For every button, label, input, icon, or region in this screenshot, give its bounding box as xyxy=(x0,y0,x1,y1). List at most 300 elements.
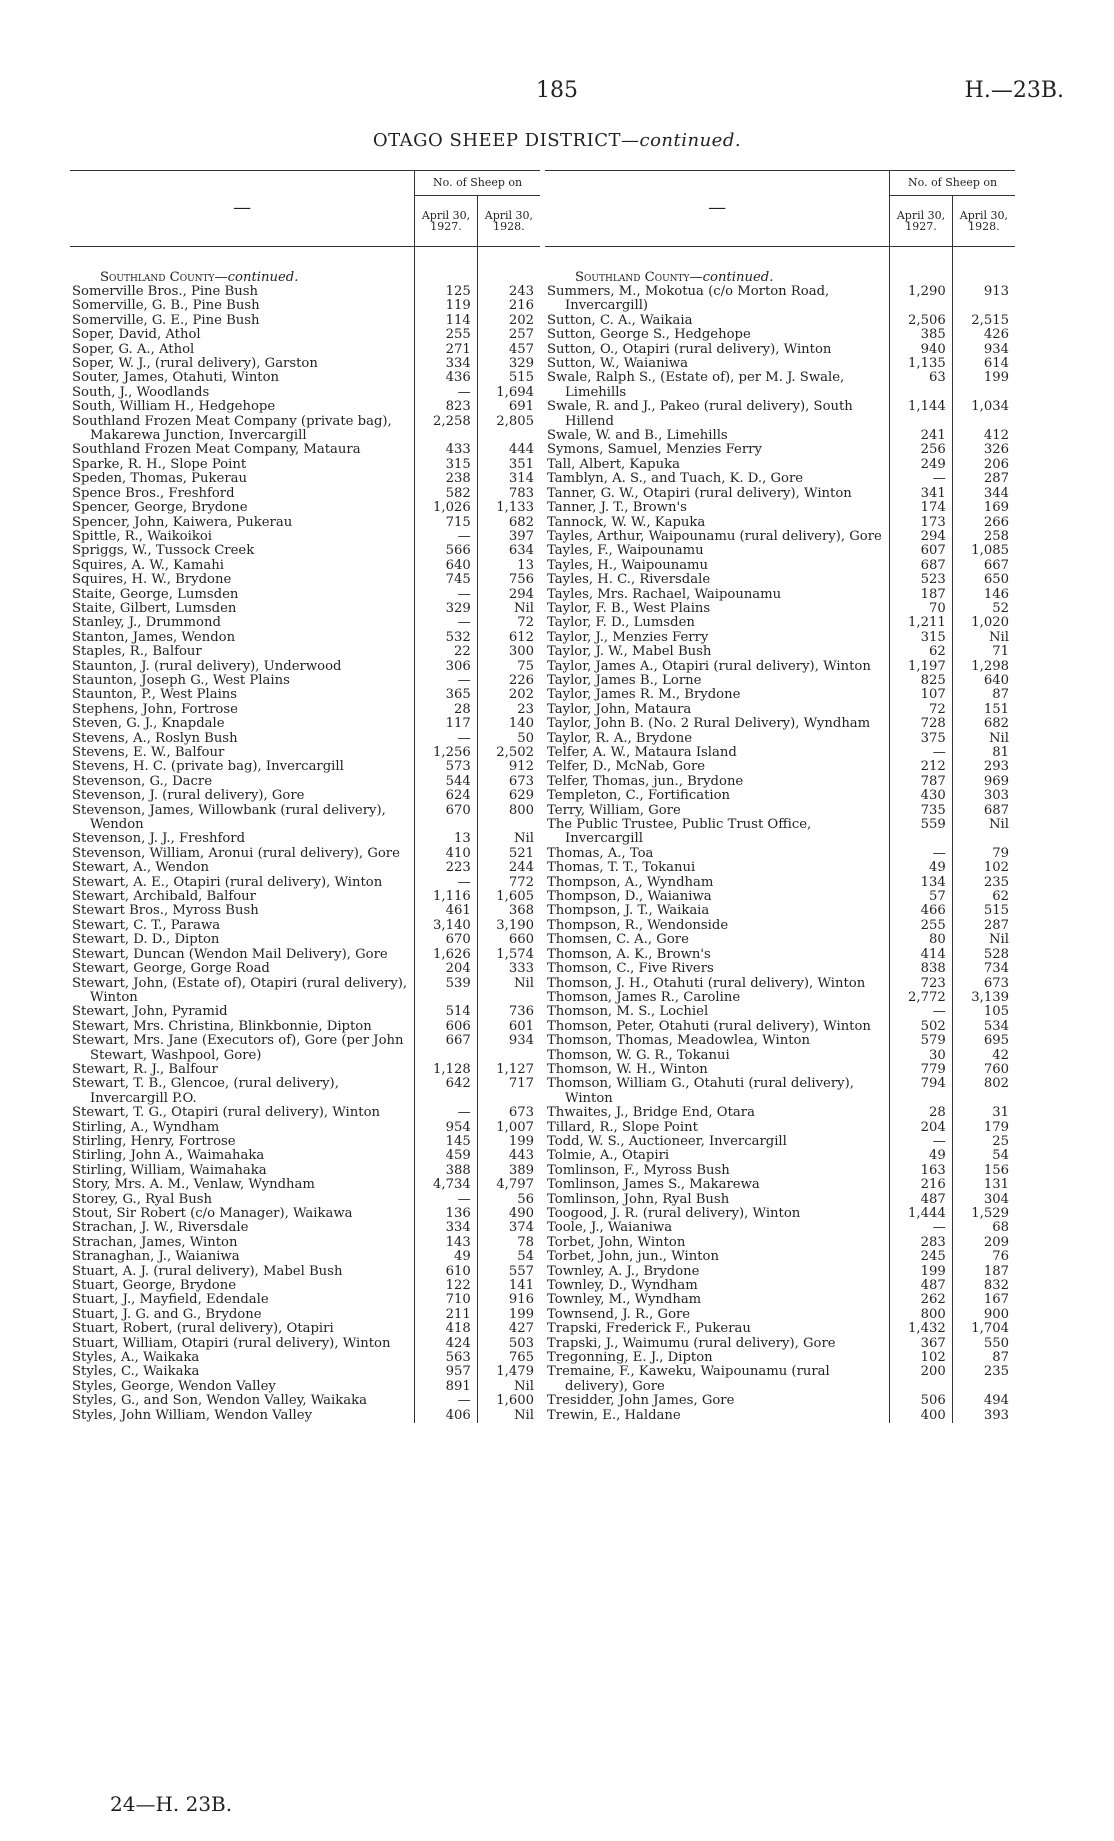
owner-name: Stewart, A. E., Otapiri (rural delivery), Winton xyxy=(72,874,383,890)
sheep-1928-cell: 1,600 xyxy=(477,1394,540,1408)
sheep-1928-cell: 1,574 xyxy=(477,948,540,962)
owner-name: Stewart, T. B., Glencoe, (rural delivery), Invercargill P.O. xyxy=(72,1076,339,1106)
table-row xyxy=(545,688,1015,702)
owner-name-cell xyxy=(70,847,415,861)
sheep-count-header: No. of Sheep on xyxy=(415,171,540,196)
owner-name-cell xyxy=(70,876,415,890)
table-row xyxy=(70,688,540,702)
sheep-1928-cell: 76 xyxy=(952,1250,1015,1264)
sheep-1928-cell: 344 xyxy=(952,487,1015,501)
owner-name-cell xyxy=(545,616,890,630)
owner-name-cell xyxy=(545,948,890,962)
owner-name: Swale, R. and J., Pakeo (rural delivery), South Hillend xyxy=(547,399,853,429)
owner-name: Telfer, D., McNab, Gore xyxy=(547,759,706,775)
table-row xyxy=(70,948,540,962)
owner-name: Tanner, G. W., Otapiri (rural delivery), Winton xyxy=(547,485,852,501)
owner-name: Staunton, J. (rural delivery), Underwood xyxy=(72,658,342,674)
owner-name: Staite, Gilbert, Lumsden xyxy=(72,600,237,616)
table-row xyxy=(545,1337,1015,1351)
sheep-1927-cell: 107 xyxy=(890,688,953,702)
sheep-1928-cell: Nil xyxy=(952,732,1015,746)
sheep-1927-cell: 283 xyxy=(890,1236,953,1250)
owner-name: Trewin, E., Haldane xyxy=(547,1407,681,1423)
section-continued: continued. xyxy=(702,269,774,285)
owner-name: Thomson, William G., Otahuti (rural delivery), Winton xyxy=(547,1076,854,1106)
owner-name: Tolmie, A., Otapiri xyxy=(547,1148,670,1164)
owner-name-cell xyxy=(70,775,415,789)
owner-name-cell xyxy=(545,588,890,602)
table-row xyxy=(545,1121,1015,1135)
table-row xyxy=(70,1020,540,1034)
sheep-1928-cell: 368 xyxy=(477,904,540,918)
owner-name-cell xyxy=(70,948,415,962)
owner-name-cell xyxy=(545,933,890,947)
sheep-1928-cell: 515 xyxy=(477,371,540,385)
sheep-1927-cell: 119 xyxy=(415,299,478,313)
sheep-1928-cell: 42 xyxy=(952,1049,1015,1063)
owner-name: Thomson, W. G. R., Tokanui xyxy=(547,1047,730,1063)
sheep-1928-cell: 528 xyxy=(952,948,1015,962)
sheep-1928-cell: 151 xyxy=(952,703,1015,717)
owner-name-cell xyxy=(70,516,415,530)
table-row xyxy=(70,904,540,918)
owner-name-cell xyxy=(545,1164,890,1178)
sheep-1927-cell: — xyxy=(415,732,478,746)
table-row xyxy=(70,487,540,501)
table-row xyxy=(70,1106,540,1120)
sheep-1927-cell: 825 xyxy=(890,674,953,688)
table-row xyxy=(545,746,1015,760)
owner-name-cell xyxy=(70,1034,415,1063)
sheep-1927-cell: 143 xyxy=(415,1236,478,1250)
table-row xyxy=(70,1193,540,1207)
sheep-1927-cell: — xyxy=(890,1005,953,1019)
sheep-1927-cell: 406 xyxy=(415,1409,478,1423)
table-row xyxy=(545,357,1015,371)
sheep-1927-cell: 204 xyxy=(415,962,478,976)
table-row xyxy=(70,1279,540,1293)
owner-name: Stranaghan, J., Waianiwa xyxy=(72,1249,240,1265)
owner-name: Thomson, Thomas, Meadowlea, Winton xyxy=(547,1033,810,1049)
owner-name-cell xyxy=(70,760,415,774)
table-row xyxy=(70,1077,540,1106)
sheep-1928-cell: 258 xyxy=(952,530,1015,544)
sheep-1927-cell: 49 xyxy=(890,1149,953,1163)
table-row xyxy=(70,1380,540,1394)
sheep-1928-cell: 673 xyxy=(477,775,540,789)
sheep-1927-cell: 49 xyxy=(415,1250,478,1264)
owner-name: Taylor, J. W., Mabel Bush xyxy=(547,644,712,660)
sheep-1928-cell: 503 xyxy=(477,1337,540,1351)
sheep-1928-cell: 695 xyxy=(952,1034,1015,1048)
sheep-1927-cell: 262 xyxy=(890,1293,953,1307)
owner-name: Stevens, H. C. (private bag), Invercargill xyxy=(72,759,344,775)
sheep-1927-cell: 3,140 xyxy=(415,919,478,933)
sheep-1927-cell: 514 xyxy=(415,1005,478,1019)
sheep-1928-cell: 934 xyxy=(477,1034,540,1063)
owner-name-cell xyxy=(545,573,890,587)
owner-name: Styles, A., Waikaka xyxy=(72,1350,200,1366)
sheep-1927-cell: 329 xyxy=(415,602,478,616)
sheep-1928-cell: 266 xyxy=(952,516,1015,530)
table-row xyxy=(545,1351,1015,1365)
owner-name: Tillard, R., Slope Point xyxy=(547,1119,698,1135)
table-row xyxy=(70,343,540,357)
sheep-1928-cell: 682 xyxy=(477,516,540,530)
owner-name-cell xyxy=(545,1322,890,1336)
sheep-1927-cell: 173 xyxy=(890,516,953,530)
table-row xyxy=(70,717,540,731)
table-row xyxy=(545,1178,1015,1192)
table-row xyxy=(545,1005,1015,1019)
table-row xyxy=(70,674,540,688)
sheep-1928-cell: 52 xyxy=(952,602,1015,616)
owner-name-cell xyxy=(545,472,890,486)
owner-name-cell xyxy=(70,1135,415,1149)
table-row xyxy=(70,1063,540,1077)
sheep-1927-cell: 466 xyxy=(890,904,953,918)
sheep-1927-cell: 80 xyxy=(890,933,953,947)
section-label: Southland County— xyxy=(575,269,703,285)
table-row xyxy=(70,703,540,717)
sheep-1928-cell: 131 xyxy=(952,1178,1015,1192)
table-row xyxy=(70,1308,540,1322)
table-row xyxy=(545,717,1015,731)
owner-name: Sutton, C. A., Waikaia xyxy=(547,312,693,328)
owner-name-cell xyxy=(545,357,890,371)
year-1928-header: April 30, 1928. xyxy=(477,196,540,247)
sheep-1927-cell: 255 xyxy=(890,919,953,933)
owner-name: Stuart, J. G. and G., Brydone xyxy=(72,1306,262,1322)
owner-name-cell xyxy=(545,530,890,544)
owner-name-cell xyxy=(70,1149,415,1163)
owner-name-cell xyxy=(70,890,415,904)
owner-name: Telfer, A. W., Mataura Island xyxy=(547,745,737,760)
owner-name-cell xyxy=(70,1005,415,1019)
owner-name: Stanton, James, Wendon xyxy=(72,629,236,645)
sheep-1928-cell: 934 xyxy=(952,343,1015,357)
owner-name: Tayles, F., Waipounamu xyxy=(547,543,704,559)
table-row xyxy=(70,501,540,515)
sheep-1927-cell: 891 xyxy=(415,1380,478,1394)
sheep-1928-cell: 235 xyxy=(952,876,1015,890)
sheep-1928-cell: 293 xyxy=(952,760,1015,774)
table-row xyxy=(70,415,540,444)
owner-name-cell xyxy=(70,919,415,933)
owner-name-cell xyxy=(545,429,890,443)
owner-name-cell xyxy=(70,530,415,544)
table-row xyxy=(70,775,540,789)
owner-name-cell xyxy=(70,400,415,414)
sheep-1928-cell: 3,190 xyxy=(477,919,540,933)
sheep-1928-cell: 765 xyxy=(477,1351,540,1365)
sheep-1928-cell: 300 xyxy=(477,645,540,659)
sheep-1927-cell: — xyxy=(415,1193,478,1207)
sheep-1928-cell: 13 xyxy=(477,559,540,573)
table-row xyxy=(545,1365,1015,1394)
sheep-1927-cell: 940 xyxy=(890,343,953,357)
owner-name: Telfer, Thomas, jun., Brydone xyxy=(547,773,744,789)
sheep-1927-cell: 642 xyxy=(415,1077,478,1106)
sheep-1928-cell: 202 xyxy=(477,688,540,702)
table-row xyxy=(70,746,540,760)
owner-name: Styles, G., and Son, Wendon Valley, Waikaka xyxy=(72,1393,367,1409)
owner-name-cell xyxy=(70,732,415,746)
running-title xyxy=(0,130,1114,151)
owner-name: Staite, George, Lumsden xyxy=(72,586,239,602)
table-row xyxy=(545,573,1015,587)
owner-name: Stewart, George, Gorge Road xyxy=(72,961,270,977)
sheep-1928-cell: 2,502 xyxy=(477,746,540,760)
owner-name: Tregonning, E. J., Dipton xyxy=(547,1350,713,1366)
owner-name: Thomson, M. S., Lochiel xyxy=(547,1004,709,1020)
sheep-1927-cell: — xyxy=(890,1135,953,1149)
sheep-1928-cell: 393 xyxy=(952,1409,1015,1423)
sheep-1928-cell: 25 xyxy=(952,1135,1015,1149)
sheep-1928-cell: Nil xyxy=(952,631,1015,645)
table-row xyxy=(545,516,1015,530)
sheep-1928-cell: 426 xyxy=(952,328,1015,342)
sheep-1927-cell: 559 xyxy=(890,818,953,847)
owner-name: Strachan, J. W., Riversdale xyxy=(72,1220,249,1236)
owner-name-cell xyxy=(70,559,415,573)
owner-name: Tayles, H. C., Riversdale xyxy=(547,572,711,588)
table-row xyxy=(70,861,540,875)
owner-name: Stewart, Mrs. Christina, Blinkbonnie, Dipton xyxy=(72,1018,372,1034)
table-row xyxy=(545,1164,1015,1178)
section-label: Southland County— xyxy=(100,269,228,285)
sheep-1927-cell: 13 xyxy=(415,832,478,846)
table-row xyxy=(70,299,540,313)
owner-name: Stuart, William, Otapiri (rural delivery), Winton xyxy=(72,1335,391,1351)
sheep-1927-cell: 414 xyxy=(890,948,953,962)
sheep-1928-cell: 1,704 xyxy=(952,1322,1015,1336)
owner-name-cell xyxy=(545,746,890,760)
sheep-1927-cell: 136 xyxy=(415,1207,478,1221)
sheep-1928-cell: 900 xyxy=(952,1308,1015,1322)
owner-name-cell xyxy=(545,1077,890,1106)
table-row xyxy=(70,832,540,846)
owner-name-cell xyxy=(70,1106,415,1120)
owner-name: Spence Bros., Freshford xyxy=(72,485,235,501)
table-row xyxy=(545,1106,1015,1120)
owner-name: Taylor, F. B., West Plains xyxy=(547,600,711,616)
owner-name-cell xyxy=(70,1020,415,1034)
table-row xyxy=(545,818,1015,847)
sheep-1927-cell: 424 xyxy=(415,1337,478,1351)
owner-name: Stevenson, J. J., Freshford xyxy=(72,831,246,847)
owner-name: Toole, J., Waianiwa xyxy=(547,1220,673,1236)
owner-name-cell xyxy=(545,789,890,803)
owner-name: Stevens, E. W., Balfour xyxy=(72,745,225,760)
sheep-1927-cell: 710 xyxy=(415,1293,478,1307)
owner-name: Steven, G. J., Knapdale xyxy=(72,716,225,732)
table-row xyxy=(545,1193,1015,1207)
owner-name: Stirling, John A., Waimahaka xyxy=(72,1148,265,1164)
owner-name: Squires, A. W., Kamahi xyxy=(72,557,224,573)
owner-name-cell xyxy=(70,1121,415,1135)
page-number: 185 xyxy=(536,78,578,103)
sheep-1927-cell: — xyxy=(415,1106,478,1120)
sheep-1927-cell: 62 xyxy=(890,645,953,659)
owner-name-cell xyxy=(545,890,890,904)
sheep-1927-cell: 667 xyxy=(415,1034,478,1063)
owner-name: Tresidder, John James, Gore xyxy=(547,1393,735,1409)
sheep-1927-cell: 1,211 xyxy=(890,616,953,630)
owner-name: Tayles, H., Waipounamu xyxy=(547,557,709,573)
owner-name-cell xyxy=(70,789,415,803)
owner-name: Torbet, John, Winton xyxy=(547,1234,686,1250)
sheep-1928-cell: 326 xyxy=(952,443,1015,457)
sheep-1928-cell: 687 xyxy=(952,804,1015,818)
sheep-1928-cell: 304 xyxy=(952,1193,1015,1207)
right-table-body xyxy=(545,247,1015,1424)
owner-name-cell xyxy=(70,501,415,515)
owner-name: Taylor, James R. M., Brydone xyxy=(547,687,741,703)
sheep-1928-cell: 72 xyxy=(477,616,540,630)
owner-name-cell xyxy=(545,962,890,976)
sheep-1927-cell: 723 xyxy=(890,977,953,991)
sheep-1928-cell: 62 xyxy=(952,890,1015,904)
sheep-1927-cell: — xyxy=(415,530,478,544)
owner-name: Stuart, J., Mayfield, Edendale xyxy=(72,1292,269,1308)
owner-name-cell xyxy=(70,386,415,400)
sheep-1927-cell: 1,116 xyxy=(415,890,478,904)
sheep-1927-cell: 306 xyxy=(415,660,478,674)
table-row xyxy=(545,890,1015,904)
table-row xyxy=(545,732,1015,746)
table-row xyxy=(70,1164,540,1178)
sheep-1927-cell: 2,258 xyxy=(415,415,478,444)
table-row xyxy=(70,1250,540,1264)
sheep-1927-cell: 532 xyxy=(415,631,478,645)
sheep-1928-cell: 832 xyxy=(952,1279,1015,1293)
owner-name: Soper, G. A., Athol xyxy=(72,341,195,357)
sheep-1928-cell: Nil xyxy=(477,1380,540,1394)
owner-name: Somerville, G. B., Pine Bush xyxy=(72,298,260,314)
owner-name: Townley, D., Wyndham xyxy=(547,1278,698,1294)
sheep-1928-cell: 179 xyxy=(952,1121,1015,1135)
sheep-1927-cell: 122 xyxy=(415,1279,478,1293)
owner-name: Thomson, J. H., Otahuti (rural delivery), Winton xyxy=(547,975,866,991)
table-row xyxy=(70,386,540,400)
owner-name-cell xyxy=(545,328,890,342)
sheep-1928-cell: 389 xyxy=(477,1164,540,1178)
sheep-1927-cell: 238 xyxy=(415,472,478,486)
owner-name-cell xyxy=(70,1380,415,1394)
owner-name-cell xyxy=(70,933,415,947)
section-heading xyxy=(545,247,890,286)
sheep-1928-cell: 235 xyxy=(952,1365,1015,1394)
owner-name-cell xyxy=(70,602,415,616)
sheep-1927-cell: 745 xyxy=(415,573,478,587)
sheep-1928-cell: 673 xyxy=(477,1106,540,1120)
sheep-1928-cell: 78 xyxy=(477,1236,540,1250)
sheep-1927-cell: 315 xyxy=(415,458,478,472)
owner-name: Stuart, A. J. (rural delivery), Mabel Bush xyxy=(72,1263,343,1279)
owner-name-cell xyxy=(70,1351,415,1365)
table-row xyxy=(70,544,540,558)
owner-name-cell xyxy=(70,1250,415,1264)
owner-name: Thomson, C., Five Rivers xyxy=(547,961,714,977)
owner-name: Tamblyn, A. S., and Tuach, K. D., Gore xyxy=(547,471,804,487)
owner-name-cell xyxy=(545,818,890,847)
sheep-1928-cell: 56 xyxy=(477,1193,540,1207)
year-1927-header: April 30, 1927. xyxy=(415,196,478,247)
sheep-1928-cell: 1,479 xyxy=(477,1365,540,1379)
owner-name-cell xyxy=(545,343,890,357)
owner-name-cell xyxy=(70,1409,415,1423)
owner-name: Symons, Samuel, Menzies Ferry xyxy=(547,442,762,458)
sheep-1928-cell: 614 xyxy=(952,357,1015,371)
table-row xyxy=(545,429,1015,443)
owner-name: Stuart, George, Brydone xyxy=(72,1278,237,1294)
owner-name: Stuart, Robert, (rural delivery), Otapiri xyxy=(72,1321,334,1337)
owner-name: Spittle, R., Waikoikoi xyxy=(72,528,212,544)
owner-name-cell xyxy=(545,559,890,573)
owner-name-cell xyxy=(70,861,415,875)
sheep-1927-cell: 787 xyxy=(890,775,953,789)
sheep-1927-cell: 436 xyxy=(415,371,478,385)
owner-name-cell xyxy=(545,1365,890,1394)
table-row xyxy=(545,789,1015,803)
table-row xyxy=(545,1149,1015,1163)
sheep-1927-cell: 607 xyxy=(890,544,953,558)
table-row xyxy=(70,919,540,933)
owner-name: Todd, W. S., Auctioneer, Invercargill xyxy=(547,1133,787,1149)
sheep-1927-cell: 640 xyxy=(415,559,478,573)
owner-name-cell xyxy=(70,588,415,602)
owner-name: Thomson, Peter, Otahuti (rural delivery), Winton xyxy=(547,1018,871,1034)
table-row xyxy=(70,732,540,746)
sheep-1928-cell: 54 xyxy=(952,1149,1015,1163)
owner-name-cell xyxy=(545,1149,890,1163)
sheep-1927-cell: 954 xyxy=(415,1121,478,1135)
sheep-1928-cell: 443 xyxy=(477,1149,540,1163)
sheep-1927-cell: 794 xyxy=(890,1077,953,1106)
table-row xyxy=(70,789,540,803)
table-row xyxy=(545,775,1015,789)
owner-name: Stewart, John, Pyramid xyxy=(72,1004,228,1020)
table-row xyxy=(70,285,540,299)
left-table-body xyxy=(70,247,540,1424)
owner-name-cell xyxy=(545,674,890,688)
sheep-1927-cell: 334 xyxy=(415,357,478,371)
sheep-1927-cell: 1,026 xyxy=(415,501,478,515)
owner-name-cell xyxy=(70,1337,415,1351)
owner-name-cell xyxy=(545,732,890,746)
owner-name: Stewart, D. D., Dipton xyxy=(72,932,220,948)
owner-name-cell xyxy=(545,1250,890,1264)
owner-name: The Public Trustee, Public Trust Office, Invercargill xyxy=(547,817,812,847)
owner-name: Swale, Ralph S., (Estate of), per M. J. Swale, Limehills xyxy=(547,370,845,400)
owner-name: Taylor, F. D., Lumsden xyxy=(547,615,695,631)
sheep-1927-cell: 606 xyxy=(415,1020,478,1034)
sheep-1928-cell: 916 xyxy=(477,1293,540,1307)
sheep-1928-cell: 303 xyxy=(952,789,1015,803)
sheep-1928-cell: 1,007 xyxy=(477,1121,540,1135)
sheep-1928-cell: Nil xyxy=(477,832,540,846)
sheep-1927-cell: 294 xyxy=(890,530,953,544)
owner-name-cell xyxy=(70,1365,415,1379)
year-1927-header: April 30, 1927. xyxy=(890,196,953,247)
sheep-1928-cell: 167 xyxy=(952,1293,1015,1307)
table-row xyxy=(545,1135,1015,1149)
table-row xyxy=(545,948,1015,962)
sheep-1928-cell: 3,139 xyxy=(952,991,1015,1005)
table-row xyxy=(70,1149,540,1163)
owner-name-cell xyxy=(70,717,415,731)
